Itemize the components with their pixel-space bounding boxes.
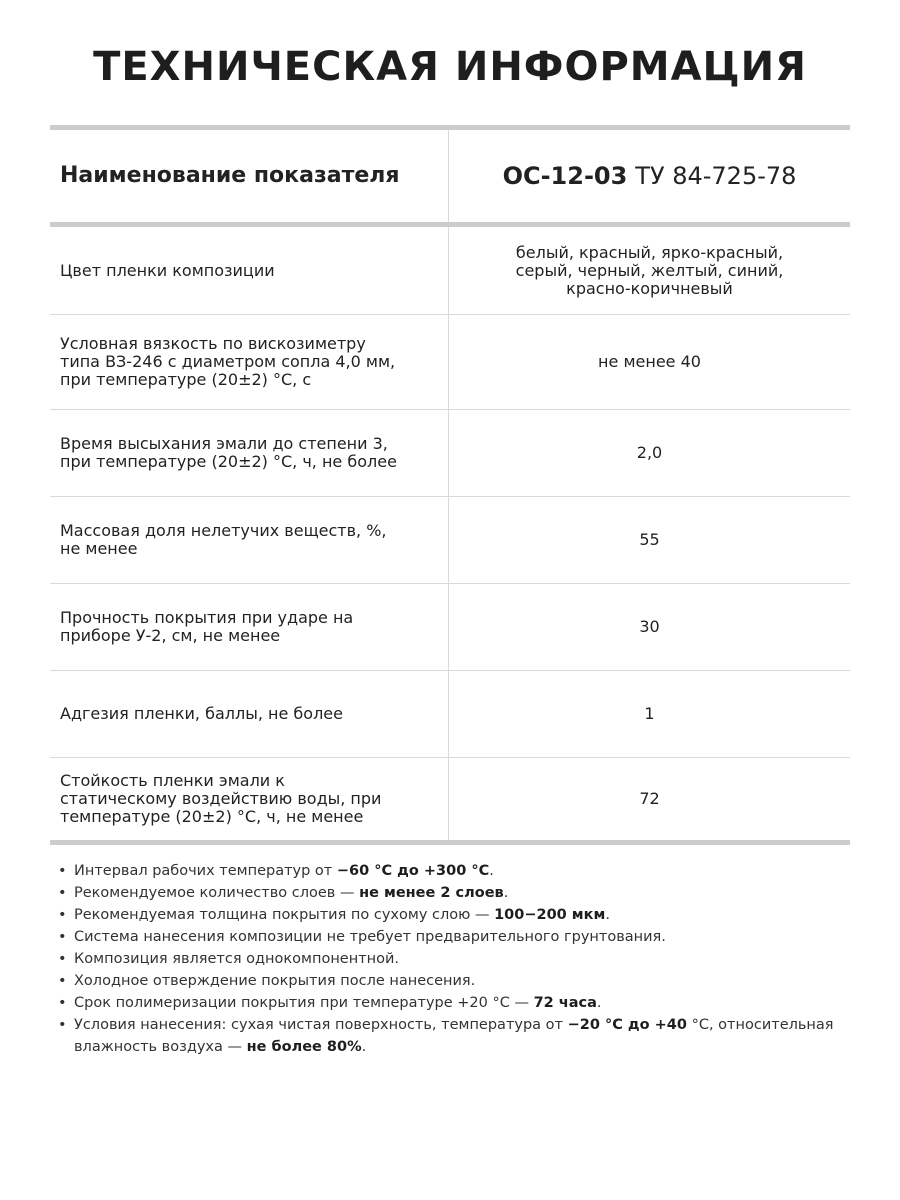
- note-highlight: не менее 2 слоев: [359, 885, 504, 901]
- note-text: Срок полимеризации покрытия при температуре +20 °С —: [74, 995, 534, 1011]
- note-item: [58, 904, 858, 926]
- note-highlight: 72 часа: [533, 995, 597, 1011]
- table-row: [50, 758, 850, 840]
- row-value: не менее 40: [598, 352, 701, 371]
- note-highlight: 100−200 мкм: [494, 907, 606, 923]
- note-item: [58, 1014, 858, 1058]
- row-param: Цвет пленки композиции: [50, 227, 449, 314]
- note-highlight: −20 °С до +40: [567, 1017, 687, 1033]
- note-item: [58, 882, 858, 904]
- note-text: Интервал рабочих температур от: [74, 863, 337, 879]
- row-value: 72: [639, 789, 660, 808]
- note-text: Холодное отверждение покрытия после нанесения.: [74, 973, 476, 989]
- row-value: 30: [639, 617, 660, 636]
- row-param: Стойкость пленки эмали к статическому воздействию воды, при температуре (20±2) °С, ч, не менее: [50, 758, 449, 840]
- note-text-end: .: [503, 885, 509, 901]
- spec-table: [50, 125, 850, 845]
- note-text-end: .: [361, 1039, 367, 1055]
- note-highlight: −60 °С до +300 °С: [336, 863, 490, 879]
- note-text: Система нанесения композиции не требует предварительного грунтования.: [74, 929, 666, 945]
- note-item: [58, 926, 858, 948]
- header-product: [449, 130, 850, 222]
- row-value: 1: [644, 704, 655, 723]
- note-text: Рекомендуемое количество слоев —: [74, 885, 360, 901]
- note-item: [58, 860, 858, 882]
- row-value: 55: [639, 530, 660, 549]
- note-text-end: .: [596, 995, 602, 1011]
- note-text-end: .: [489, 863, 494, 879]
- row-param: Прочность покрытия при ударе на приборе У-2, см, не менее: [50, 584, 449, 670]
- table-row: [50, 315, 850, 410]
- note-highlight: не более 80%: [246, 1039, 362, 1055]
- product-code: ОС-12-03: [502, 162, 628, 190]
- table-header-row: [50, 130, 850, 227]
- note-item: [58, 948, 858, 970]
- page-title: ТЕХНИЧЕСКАЯ ИНФОРМАЦИЯ: [93, 44, 807, 90]
- row-param: Адгезия пленки, баллы, не более: [50, 671, 449, 757]
- note-text: Условия нанесения: сухая чистая поверхность, температура от: [74, 1017, 568, 1033]
- note-text: Композиция является однокомпонентной.: [74, 951, 400, 967]
- note-item: [58, 970, 858, 992]
- table-row: [50, 410, 850, 497]
- table-row: [50, 227, 850, 315]
- notes-list: [58, 860, 858, 1058]
- row-param: Массовая доля нелетучих веществ, %, не менее: [50, 497, 449, 583]
- header-param: Наименование показателя: [50, 130, 449, 222]
- row-value: 2,0: [636, 443, 663, 462]
- row-param: Время высыхания эмали до степени 3, при температуре (20±2) °С, ч, не более: [50, 410, 449, 496]
- note-item: [58, 992, 858, 1014]
- note-text-mid: °С, относительная влажность воздуха —: [74, 1017, 834, 1055]
- note-text-end: .: [605, 907, 610, 923]
- table-row: [50, 671, 850, 758]
- table-row: [50, 584, 850, 671]
- table-row: [50, 497, 850, 584]
- row-value: белый, красный, ярко-красный, серый, черный, желтый, синий, красно-коричневый: [515, 242, 784, 298]
- note-text: Рекомендуемая толщина покрытия по сухому слою —: [74, 907, 495, 923]
- row-param: Условная вязкость по вискозиметру типа ВЗ-246 с диаметром сопла 4,0 мм, при температуре (20±2) °С, с: [50, 315, 449, 409]
- product-standard: ТУ 84-725-78: [635, 162, 797, 190]
